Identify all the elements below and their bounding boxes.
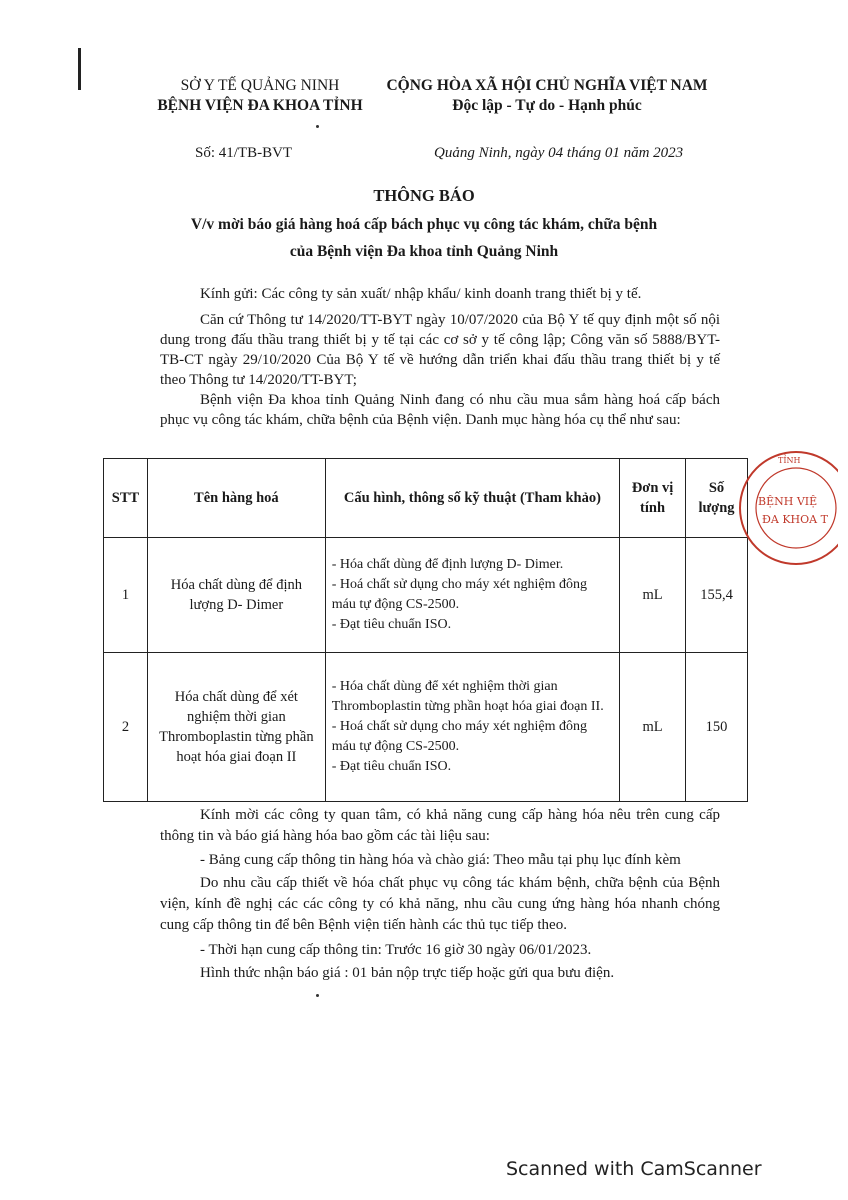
table-row bbox=[104, 653, 748, 802]
header-motto: Độc lập - Tự do - Hạnh phúc bbox=[452, 97, 642, 114]
spec-line: - Đạt tiêu chuẩn ISO. bbox=[331, 759, 452, 774]
cell-qty: 155,4 bbox=[686, 538, 748, 653]
hospital-stamp bbox=[718, 443, 838, 573]
deadline-line: - Thời hạn cung cấp thông tin: Trước 16 giờ 30 ngày 06/01/2023. bbox=[200, 942, 592, 958]
invitation-paragraph: Kính mời các công ty quan tâm, có khả năng cung cấp hàng hóa nêu trên cung cấp thông tin và báo giá hàng hóa bao gồm các tài liệu sau: bbox=[160, 807, 720, 844]
table-header-row bbox=[104, 459, 748, 538]
col-header-spec: Cấu hình, thông số kỹ thuật (Tham khảo) bbox=[325, 459, 619, 538]
speck bbox=[316, 994, 319, 997]
col-header-qty: Số lượng bbox=[686, 459, 748, 538]
document-date: Quảng Ninh, ngày 04 tháng 01 năm 2023 bbox=[434, 145, 684, 161]
cell-unit: mL bbox=[620, 653, 686, 802]
header-hospital: BỆNH VIỆN ĐA KHOA TỈNH bbox=[157, 97, 363, 114]
requirement-bullet: - Bảng cung cấp thông tin hàng hóa và chào giá: Theo mẫu tại phụ lục đính kèm bbox=[200, 852, 681, 868]
col-header-stt: STT bbox=[104, 459, 148, 538]
demand-paragraph: Bệnh viện Đa khoa tỉnh Quảng Ninh đang có nhu cầu mua sắm hàng hoá cấp bách phục vụ công tác khám, chữa bệnh của Bệnh viện. Danh mục hàng hóa cụ thể như sau: bbox=[160, 392, 720, 428]
speck bbox=[316, 125, 319, 128]
stamp-text-top: TỈNH bbox=[778, 456, 801, 465]
camscanner-watermark: Scanned with CamScanner bbox=[506, 1158, 762, 1180]
legal-basis-paragraph: Căn cứ Thông tư 14/2020/TT-BYT ngày 10/07/2020 của Bộ Y tế quy định một số nội dung trong đấu thầu trang thiết bị y tế tại các cơ sở y tế công lập; Công văn số 5888/BYT-TB-CT ngày 29/10/2020 Của Bộ Y tế về hướng dẫn triển khai đấu thầu trang thiết bị y tế theo Thông tư 14/2020/TT-BYT; bbox=[160, 312, 720, 388]
document-number: Số: 41/TB-BVT bbox=[195, 145, 293, 161]
stamp-text-bottom: ĐA KHOA T bbox=[762, 513, 828, 526]
cell-spec bbox=[325, 538, 619, 653]
document-subject-line1: V/v mời báo giá hàng hoá cấp bách phục vụ công tác khám, chữa bệnh bbox=[190, 216, 658, 233]
cell-qty: 150 bbox=[686, 653, 748, 802]
col-header-unit: Đơn vị tính bbox=[620, 459, 686, 538]
header-department: SỞ Y TẾ QUẢNG NINH bbox=[180, 77, 340, 94]
spec-line: - Đạt tiêu chuẩn ISO. bbox=[331, 617, 452, 632]
header-country: CỘNG HÒA XÃ HỘI CHỦ NGHĨA VIỆT NAM bbox=[386, 77, 708, 94]
cell-stt: 2 bbox=[104, 653, 148, 802]
spec-line: - Hóa chất dùng để định lượng D- Dimer. bbox=[331, 557, 564, 572]
table-row bbox=[104, 538, 748, 653]
urgency-paragraph: Do nhu cầu cấp thiết về hóa chất phục vụ công tác khám bệnh, chữa bệnh của Bệnh viện, kính đề nghị các các công ty có khả năng, nhu cầu cung ứng hàng hóa nhanh chóng cung cấp thông tin để bên Bệnh viện tiến hành các thủ tục tiếp theo. bbox=[160, 875, 720, 933]
col-header-name: Tên hàng hoá bbox=[147, 459, 325, 538]
cell-name: Hóa chất dùng để xét nghiệm thời gian Thromboplastin từng phần hoạt hóa giai đoạn II bbox=[147, 653, 325, 802]
cell-spec bbox=[325, 653, 619, 802]
document-title: THÔNG BÁO bbox=[373, 186, 475, 205]
document-subject-line2: của Bệnh viện Đa khoa tỉnh Quảng Ninh bbox=[289, 243, 559, 260]
cell-name: Hóa chất dùng để định lượng D- Dimer bbox=[147, 538, 325, 653]
stamp-inner-ring bbox=[756, 468, 836, 548]
header-organization bbox=[155, 76, 365, 116]
recipient-line: Kính gửi: Các công ty sản xuất/ nhập khẩu/ kinh doanh trang thiết bị y tế. bbox=[200, 286, 642, 302]
cell-unit: mL bbox=[620, 538, 686, 653]
cell-stt: 1 bbox=[104, 538, 148, 653]
submission-method-line: Hình thức nhận báo giá : 01 bản nộp trực tiếp hoặc gửi qua bưu điện. bbox=[200, 965, 615, 981]
header-national-motto bbox=[382, 76, 712, 116]
scan-artifact-line bbox=[78, 48, 81, 90]
stamp-text-middle: BỆNH VIỆ bbox=[758, 495, 818, 508]
spec-line: - Hoá chất sử dụng cho máy xét nghiệm đông máu tự động CS-2500. bbox=[331, 577, 587, 612]
spec-line: - Hoá chất sử dụng cho máy xét nghiệm đông máu tự động CS-2500. bbox=[331, 719, 587, 754]
goods-table bbox=[103, 458, 748, 802]
spec-line: - Hóa chất dùng để xét nghiệm thời gian Thromboplastin từng phần hoạt hóa giai đoạn II. bbox=[331, 679, 604, 714]
